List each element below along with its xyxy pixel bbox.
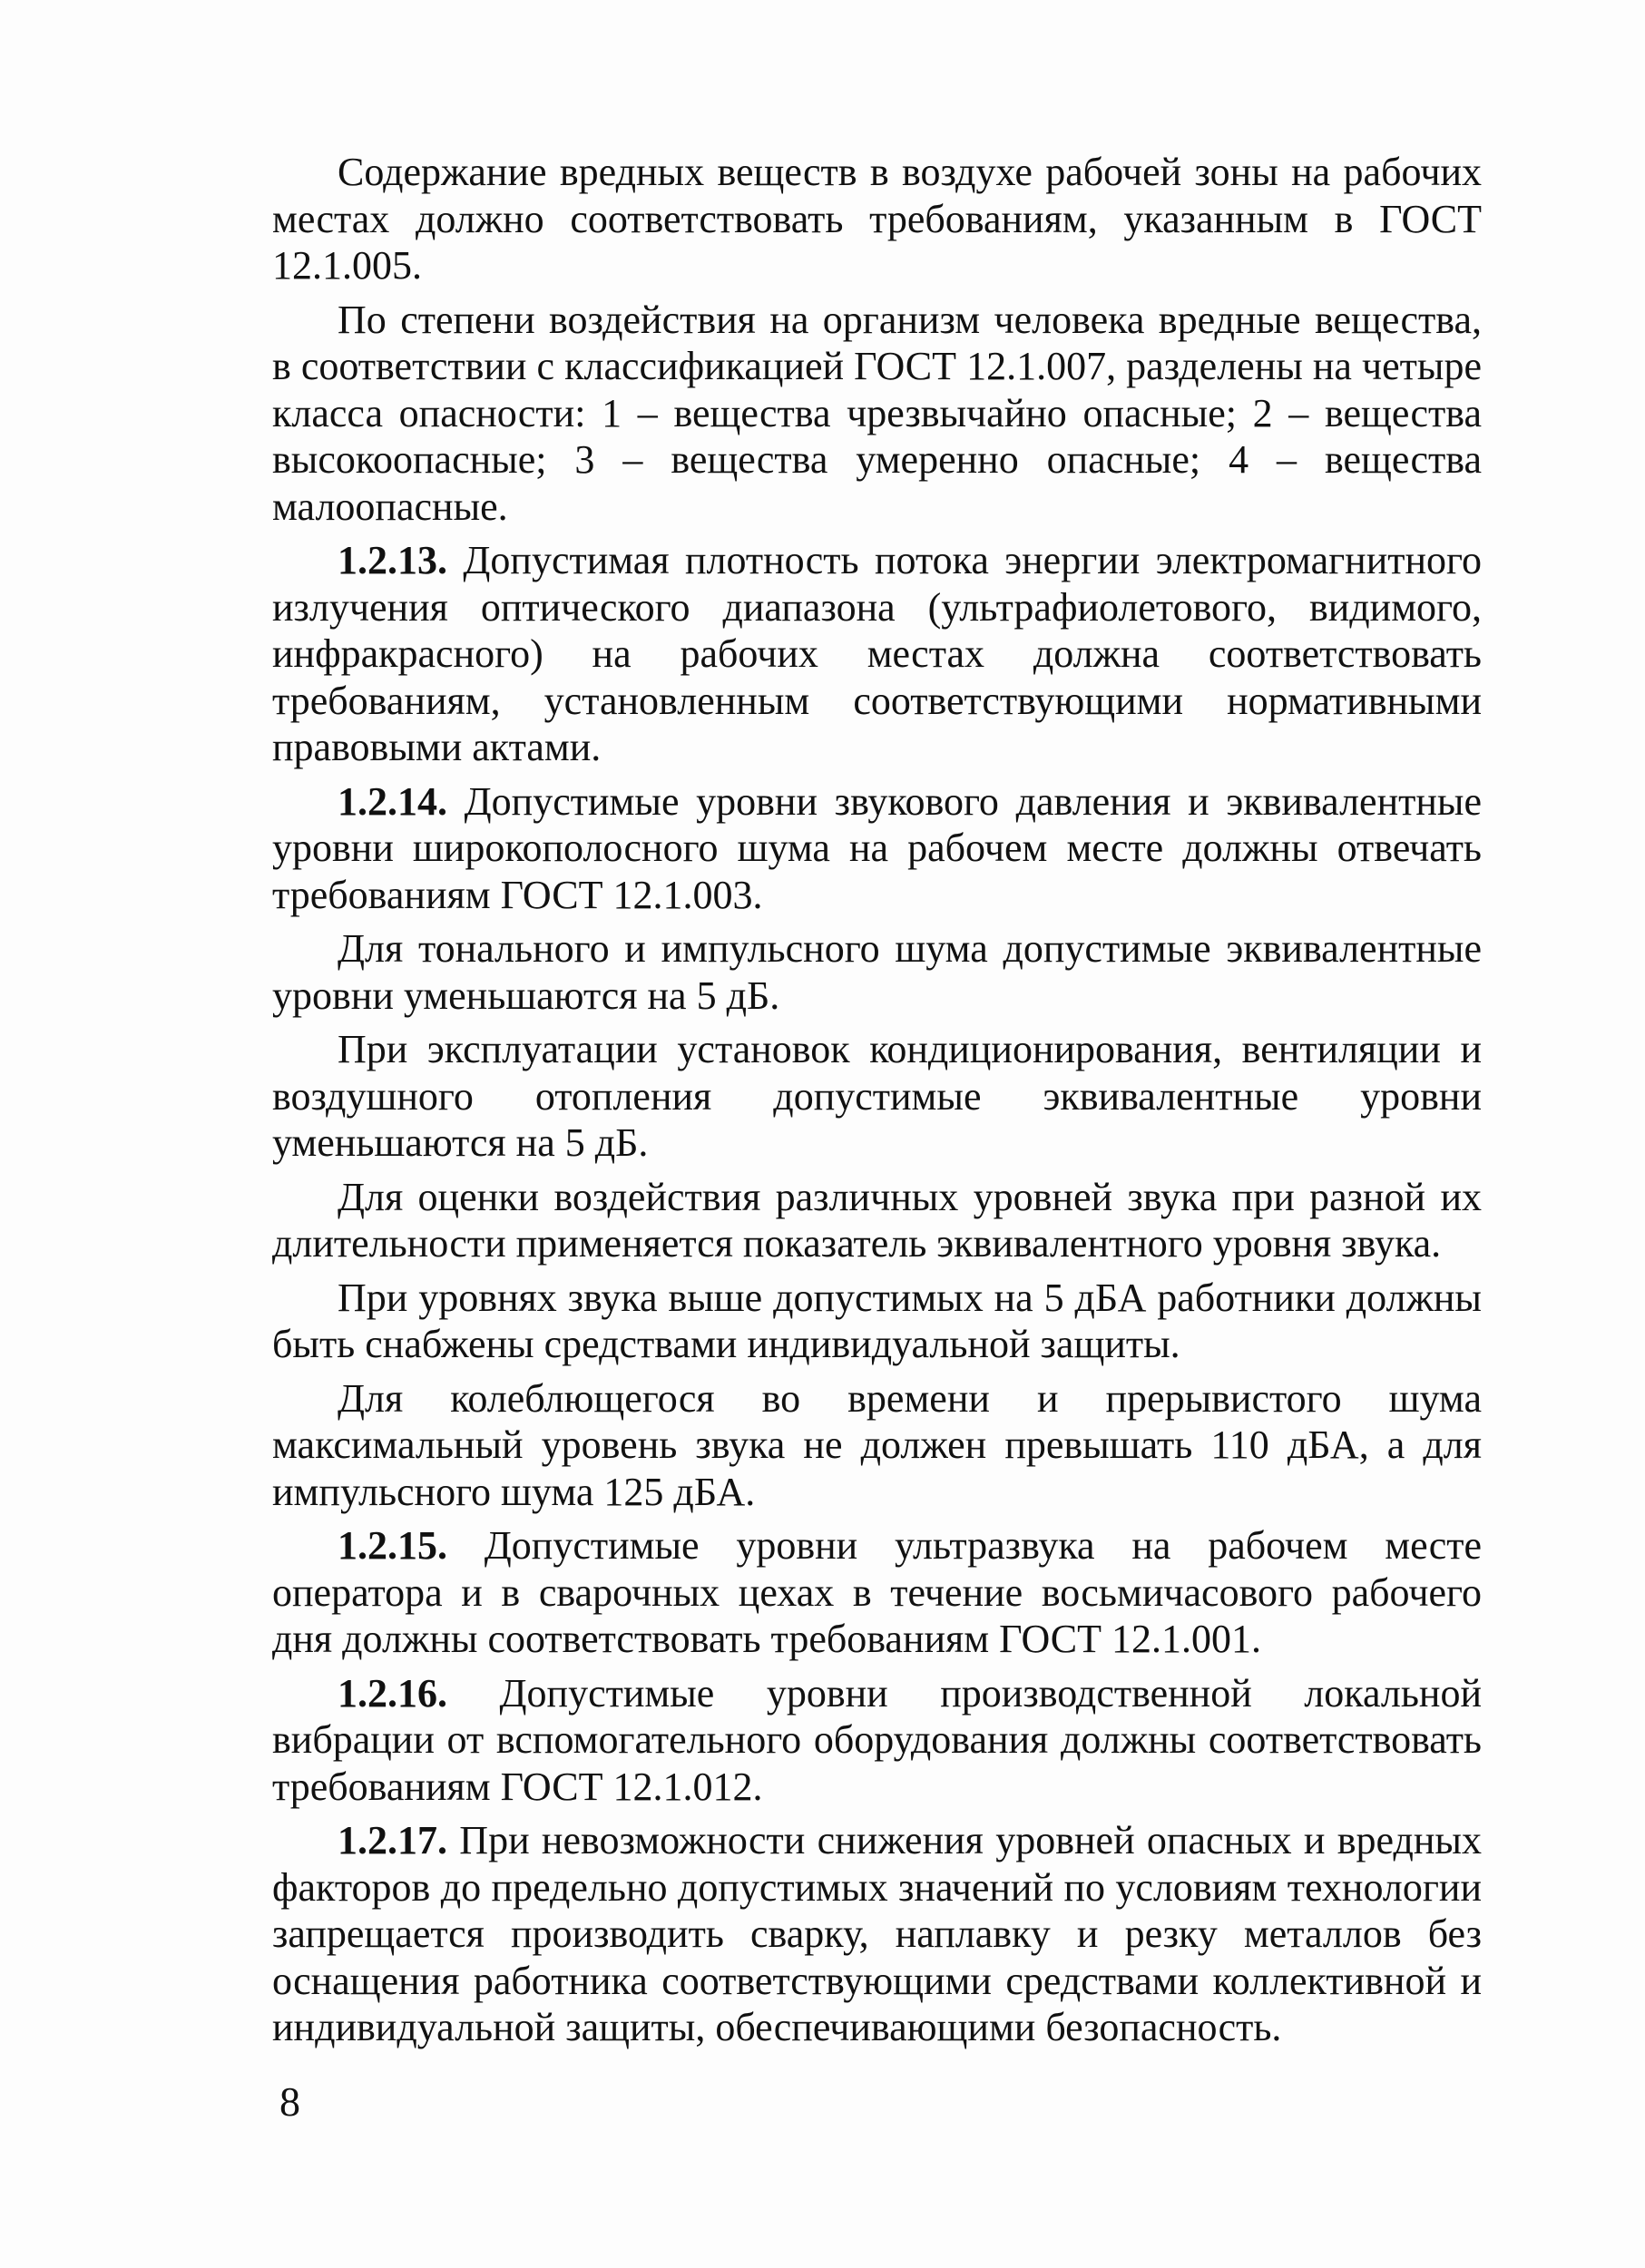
body-text bbox=[272, 149, 1482, 2051]
paragraph-text: При невозможности снижения уровней опасных и вредных факторов до предельно допустимых значений по условиям технологии запрещается производить сварку, наплавку и резку металлов без оснащения работника соответствующими средствами коллективной и индивидуальной защиты, обеспечивающими безопасность. bbox=[272, 1818, 1482, 2049]
paragraph-max-sound-level bbox=[272, 1375, 1482, 1516]
paragraph-text: Допустимые уровни звукового давления и эквивалентные уровни широкополосного шума на рабочем месте должны отвечать требованиям ГОСТ 12.1.003. bbox=[272, 778, 1482, 917]
clause-1-2-13 bbox=[272, 537, 1482, 771]
paragraph-text: Допустимые уровни производственной локальной вибрации от вспомогательного оборудования должны соответствовать требованиям ГОСТ 12.1.012. bbox=[272, 1670, 1482, 1809]
clause-number: 1.2.16. bbox=[338, 1670, 447, 1716]
paragraph-equivalent-level bbox=[272, 1174, 1482, 1267]
clause-1-2-16 bbox=[272, 1670, 1482, 1811]
page-number: 8 bbox=[279, 2078, 300, 2125]
paragraph-text: Допустимые уровни ультразвука на рабочем месте оператора и в сварочных цехах в течение восьмичасового рабочего дня должны соответствовать требованиям ГОСТ 12.1.001. bbox=[272, 1523, 1482, 1661]
paragraph-text: Для колеблющегося во времени и прерывистого шума максимальный уровень звука не должен превышать 110 дБА, а для импульсного шума 125 дБА. bbox=[272, 1375, 1482, 1514]
clause-1-2-17 bbox=[272, 1817, 1482, 2051]
clause-number: 1.2.14. bbox=[338, 778, 447, 824]
paragraph-hazard-classes bbox=[272, 297, 1482, 531]
paragraph-text: Допустимая плотность потока энергии электромагнитного излучения оптического диапазона (ультрафиолетового, видимого, инфракрасного) на рабочих местах должна соответствовать требованиям, установленным соответствующими нормативными правовыми актами. bbox=[272, 538, 1482, 769]
paragraph-text: Содержание вредных веществ в воздухе рабочей зоны на рабочих местах должно соответствовать требованиям, указанным в ГОСТ 12.1.005. bbox=[272, 150, 1482, 288]
paragraph-text: При эксплуатации установок кондиционирования, вентиляции и воздушного отопления допустимые эквивалентные уровни уменьшаются на 5 дБ. bbox=[272, 1027, 1482, 1165]
paragraph-ventilation-noise bbox=[272, 1026, 1482, 1167]
paragraph-tonal-noise bbox=[272, 925, 1482, 1019]
paragraph-text: Для оценки воздействия различных уровней звука при разной их длительности применяется показатель эквивалентного уровня звука. bbox=[272, 1174, 1482, 1266]
clause-number: 1.2.15. bbox=[338, 1523, 447, 1568]
paragraph-text: По степени воздействия на организм человека вредные вещества, в соответствии с классификацией ГОСТ 12.1.007, разделены на четыре класса опасности: 1 – вещества чрезвычайно опасные; 2 – вещества высокоопасные; 3 – вещества умеренно опасные; 4 – вещества малоопасные. bbox=[272, 297, 1482, 529]
paragraph-text: При уровнях звука выше допустимых на 5 дБА работники должны быть снабжены средствами индивидуальной защиты. bbox=[272, 1275, 1482, 1366]
clause-1-2-14 bbox=[272, 778, 1482, 919]
clause-1-2-15 bbox=[272, 1522, 1482, 1663]
clause-number: 1.2.17. bbox=[338, 1818, 447, 1862]
clause-number: 1.2.13. bbox=[338, 538, 447, 582]
paragraph-harmful-substances bbox=[272, 149, 1482, 289]
paragraph-protection-means bbox=[272, 1275, 1482, 1368]
paragraph-text: Для тонального и импульсного шума допустимые эквивалентные уровни уменьшаются на 5 дБ. bbox=[272, 926, 1482, 1018]
